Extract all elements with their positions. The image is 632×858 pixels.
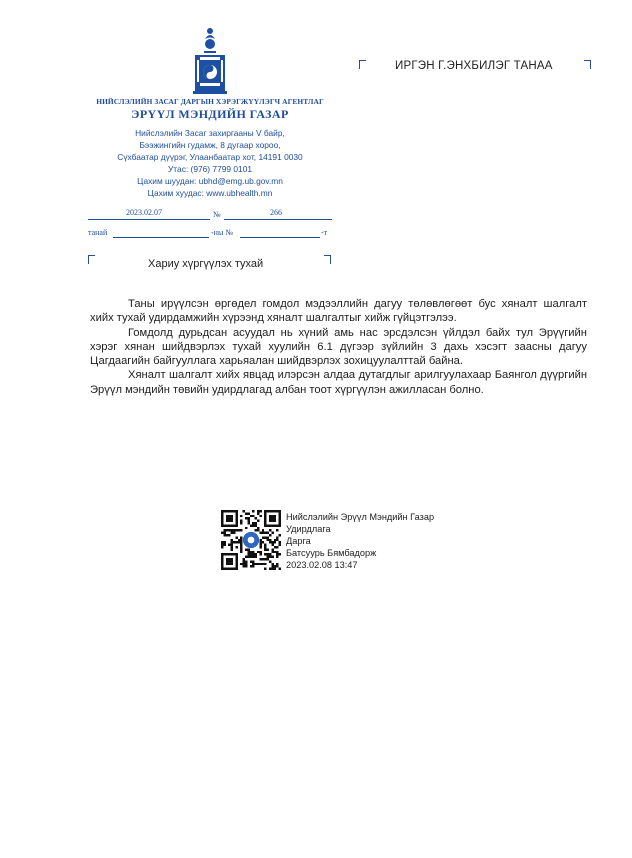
address-line: Нийслэлийн Засаг захиргааны V байр, [135, 128, 285, 138]
subject-corner-mark [88, 255, 95, 264]
signature-name: Батсуурь Бямбадорж [286, 548, 377, 558]
letter-date: 2023.02.07 [126, 208, 162, 217]
body-paragraph: Таны ирүүлсэн өргөдел гомдол мэдээллийн дагуу төлөвлөгөөт бус хяналт шалгалт хийх тухай удирдамжийн хүрээнд хяналт шалгалтыг хийж гүйцэтгэлээ. [90, 298, 587, 325]
digital-signature [286, 511, 434, 571]
recipient-corner-mark [359, 60, 366, 69]
website-line: Цахим хуудас: www.ubhealth.mn [147, 188, 273, 198]
body-paragraph: Гомдолд дурьдсан асуудал нь хүний амь нас эрсдэлсэн үйлдэл байх тул Эрүүгийн хэрэг хянан шийдвэрлэх тухай хуулийн 6.1 дүгээр зүйлийн 3 дахь хэсэгт заасны дагуу Цагдаагийн байгууллага харьяалан шийдвэрлэх зохицуулалттай байна. [90, 326, 587, 368]
signature-timestamp: 2023.02.08 13:47 [286, 560, 358, 570]
soyombo-emblem-icon [193, 27, 227, 95]
subject-corner-mark [324, 255, 331, 264]
body-paragraph: Хяналт шалгалт хийх явцад илэрсэн алдаа дутагдлыг арилгуулахаар Баянгол дүүргийн Эрүүл мэндийн төвийн удирдлагад албан тоот хүргүүлэн ажилласан болно. [90, 369, 587, 396]
number-label: № [213, 210, 221, 219]
letter-number: 266 [270, 208, 282, 217]
letter-subject: Хариу хүргүүлэх тухай [148, 258, 264, 270]
your-date-underline [113, 237, 209, 238]
date-underline [88, 219, 210, 220]
recipient-corner-mark [584, 60, 591, 69]
signature-title: Дарга [286, 536, 311, 546]
phone-line: Утас: (976) 7799 0101 [167, 164, 253, 174]
signature-unit: Удирдлага [286, 524, 331, 534]
your-number-label: -ны № [211, 228, 233, 237]
letter-body [90, 297, 587, 397]
ref-suffix: -т [321, 228, 328, 237]
address-line: Бээжингийн гудамж, 8 дугаар хороо, [139, 140, 281, 150]
number-underline [224, 219, 332, 220]
email-line: Цахим шуудан: ubhd@emg.ub.gov.mn [137, 176, 283, 186]
signature-organization: Нийслэлийн Эрүүл Мэндийн Газар [286, 512, 435, 522]
your-ref-label: танай [88, 228, 108, 237]
agency-name: ЭРҮҮЛ МЭНДИЙН ГАЗАР [131, 107, 289, 121]
qr-code-icon [221, 510, 281, 570]
address-line: Сүхбаатар дүүрэг, Улаанбаатар хот, 14191 0030 [117, 152, 303, 162]
recipient-name: ИРГЭН Г.ЭНХБИЛЭГ ТАНАА [395, 60, 553, 72]
agency-parent-name: НИЙСЛЭЛИЙН ЗАСАГ ДАРГЫН ХЭРЭГЖҮҮЛЭГЧ АГЕНТЛАГ [96, 97, 324, 106]
your-number-underline [240, 237, 320, 238]
